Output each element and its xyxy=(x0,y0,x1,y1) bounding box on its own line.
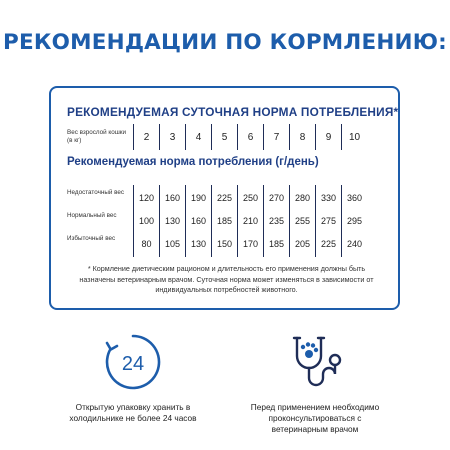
table-cell: 130 xyxy=(185,231,211,257)
row-label-underweight: Недостаточный вес xyxy=(67,189,125,196)
table-cell: 105 xyxy=(159,231,185,257)
table-cell: 205 xyxy=(289,231,315,257)
row-label-overweight: Избыточный вес xyxy=(67,235,116,242)
table-cell: 210 xyxy=(237,208,263,234)
table-cell: 295 xyxy=(341,208,367,234)
table-cell: 185 xyxy=(211,208,237,234)
feature-storage xyxy=(58,330,208,424)
table-cell: 170 xyxy=(237,231,263,257)
table-cell: 160 xyxy=(159,185,185,211)
weights-row xyxy=(133,124,367,150)
table-cell: 190 xyxy=(185,185,211,211)
card-heading: РЕКОМЕНДУЕМАЯ СУТОЧНАЯ НОРМА ПОТРЕБЛЕНИЯ* xyxy=(67,105,399,119)
table-cell: 275 xyxy=(315,208,341,234)
table-row xyxy=(133,231,367,257)
stethoscope-paw-icon xyxy=(283,330,347,394)
weight-cell: 2 xyxy=(133,124,159,150)
footnote: * Кормление диетическим рационом и длительность его применения должны быть назначены ветеринарным врачом. Суточная норма может изменяться в зависимости от индивидуальных потребностей животного. xyxy=(79,264,374,294)
weight-cell: 3 xyxy=(159,124,185,150)
table-cell: 80 xyxy=(133,231,159,257)
row-label-normal: Нормальный вес xyxy=(67,212,117,219)
weight-cell: 7 xyxy=(263,124,289,150)
weight-cell: 6 xyxy=(237,124,263,150)
table-cell: 225 xyxy=(211,185,237,211)
table-cell: 150 xyxy=(211,231,237,257)
table-cell: 100 xyxy=(133,208,159,234)
feeding-table-card xyxy=(49,86,400,310)
clock-24-icon xyxy=(101,330,165,394)
weight-cell: 9 xyxy=(315,124,341,150)
feature-storage-caption: Открытую упаковку хранить в холодильнике не более 24 часов xyxy=(69,402,197,423)
table-cell: 225 xyxy=(315,231,341,257)
table-cell: 250 xyxy=(237,185,263,211)
page-title: РЕКОМЕНДАЦИИ ПО КОРМЛЕНИЮ: xyxy=(3,30,447,55)
table-cell: 360 xyxy=(341,185,367,211)
table-cell: 120 xyxy=(133,185,159,211)
table-cell: 330 xyxy=(315,185,341,211)
table-cell: 270 xyxy=(263,185,289,211)
weight-label: Вес взрослой кошки (в кг) xyxy=(67,129,127,144)
weight-cell: 10 xyxy=(341,124,367,150)
weight-cell: 4 xyxy=(185,124,211,150)
table-cell: 240 xyxy=(341,231,367,257)
card-subheading: Рекомендуемая норма потребления (г/день) xyxy=(67,156,319,168)
table-cell: 255 xyxy=(289,208,315,234)
clock-number: 24 xyxy=(121,353,145,375)
table-cell: 160 xyxy=(185,208,211,234)
feature-vet-caption: Перед применением необходимо проконсультироваться с ветеринарным врачом xyxy=(250,402,380,434)
weight-cell: 8 xyxy=(289,124,315,150)
table-cell: 185 xyxy=(263,231,289,257)
table-cell: 130 xyxy=(159,208,185,234)
table-cell: 280 xyxy=(289,185,315,211)
weight-cell: 5 xyxy=(211,124,237,150)
table-cell: 235 xyxy=(263,208,289,234)
feature-vet xyxy=(240,330,390,435)
